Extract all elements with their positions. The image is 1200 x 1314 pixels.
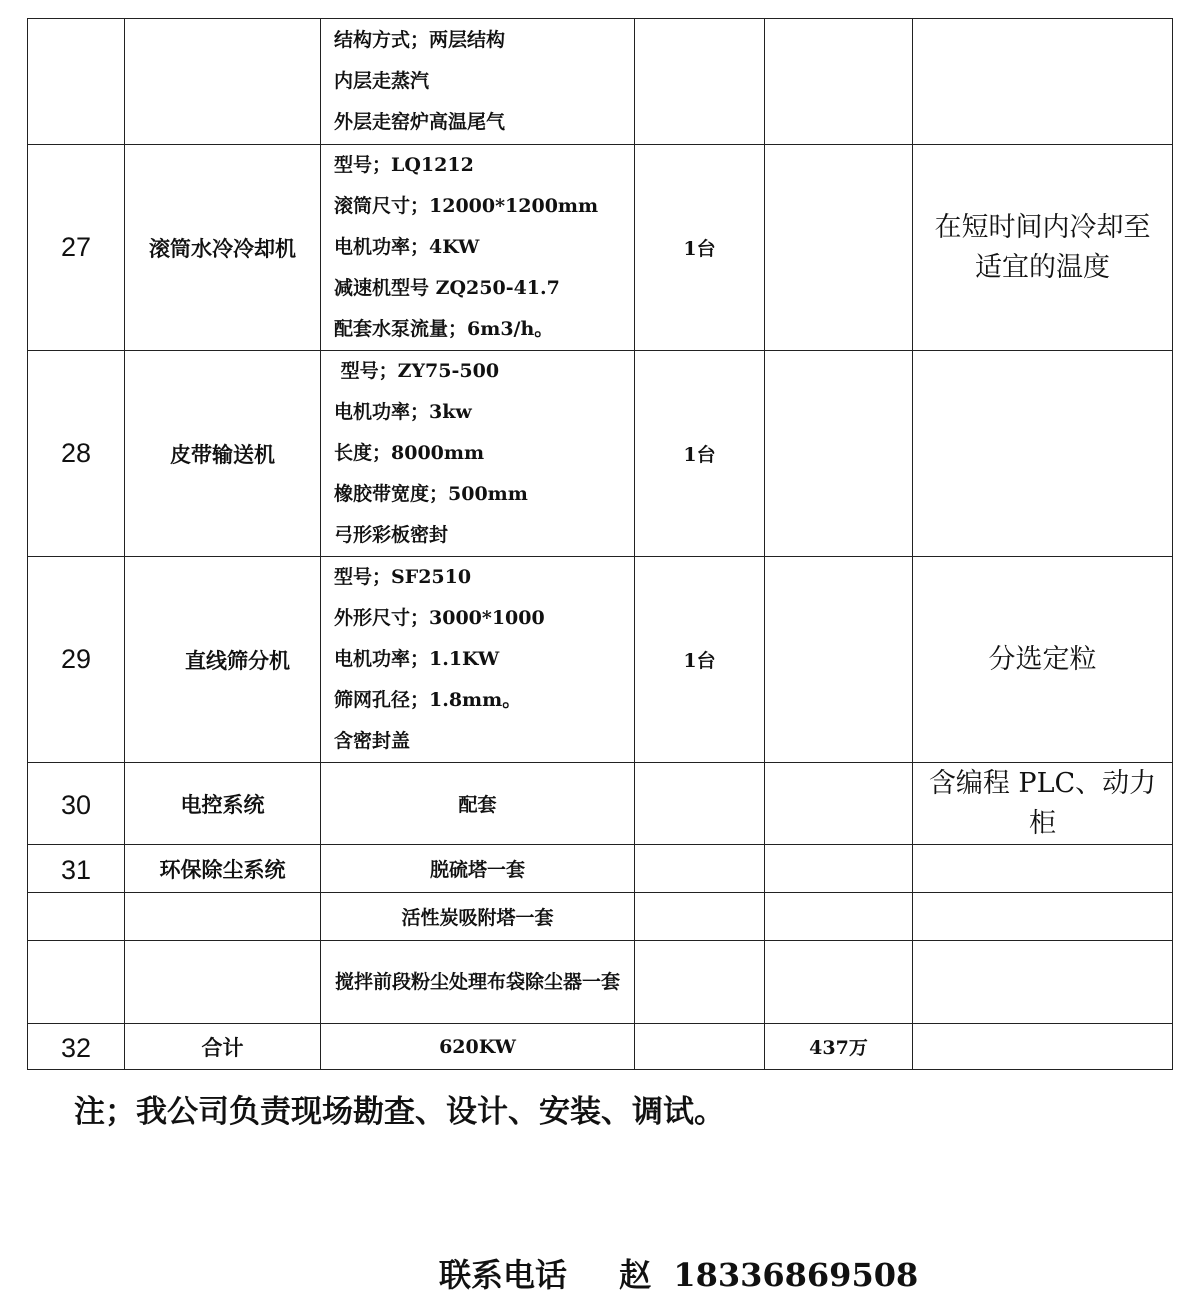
contact-phone: 18336869508 [673,1256,919,1294]
price [765,763,913,845]
price [765,941,913,1024]
table-row [28,19,1173,145]
price [765,557,913,763]
row-number: 27 [28,145,125,351]
equipment-name: 合计 [125,1024,321,1070]
remark: 分选定粒 [913,557,1173,763]
spec-cell: 搅拌前段粉尘处理布袋除尘器一套 [321,941,635,1024]
spec-line: 结构方式；两层结构 [334,29,506,51]
spec-line: 电机功率；4KW [334,236,480,258]
spec-line: 型号；ZY75-500 [334,360,500,382]
spec-line: 型号；SF2510 [334,566,472,588]
quantity [635,763,765,845]
quantity [635,845,765,893]
remark: 在短时间内冷却至适宜的温度 [913,145,1173,351]
price [765,893,913,941]
table-row [28,845,1173,893]
table-row [28,893,1173,941]
spec-line: 内层走蒸汽 [334,70,430,92]
quantity: 1台 [635,145,765,351]
remark [913,1024,1173,1070]
contact-line [439,1250,918,1296]
remark [913,351,1173,557]
row-number [28,893,125,941]
quantity [635,941,765,1024]
quantity [635,19,765,145]
remark [913,845,1173,893]
spec-line: 电机功率；3kw [334,401,472,423]
quantity [635,1024,765,1070]
equipment-name: 皮带输送机 [125,351,321,557]
table-row [28,145,1173,351]
spec-line: 长度；8000mm [334,442,485,464]
quantity [635,893,765,941]
footnote: 注；我公司负责现场勘查、设计、安装、调试。 [74,1094,725,1130]
spec-line: 橡胶带宽度；500mm [334,483,528,505]
equipment-name [125,893,321,941]
table-row [28,763,1173,845]
price [765,19,913,145]
remark [913,893,1173,941]
equipment-name: 电控系统 [125,763,321,845]
spec-line: 配套水泵流量；6m3/h。 [334,318,554,340]
row-number: 32 [28,1024,125,1070]
spec-cell [321,145,635,351]
spec-cell: 活性炭吸附塔一套 [321,893,635,941]
spec-cell [321,557,635,763]
equipment-name [125,19,321,145]
spec-line: 滚筒尺寸；12000*1200mm [334,195,599,217]
spec-line: 筛网孔径；1.8mm。 [334,689,522,711]
spec-line: 含密封盖 [334,730,411,752]
remark: 含编程 PLC、动力柜 [913,763,1173,845]
table-row [28,351,1173,557]
equipment-table [27,18,1173,1070]
row-number: 29 [28,557,125,763]
spec-line: 弓形彩板密封 [334,524,449,546]
total-price: 437万 [765,1024,913,1070]
row-number: 31 [28,845,125,893]
price [765,845,913,893]
price [765,145,913,351]
row-number [28,941,125,1024]
quantity: 1台 [635,557,765,763]
equipment-name: 环保除尘系统 [125,845,321,893]
contact-person: 赵 [619,1256,652,1294]
table-row [28,941,1173,1024]
spec-cell: 配套 [321,763,635,845]
spec-line: 外形尺寸；3000*1000 [334,607,545,629]
contact-label: 联系电话 [439,1256,568,1294]
spec-cell [321,351,635,557]
remark [913,19,1173,145]
row-number [28,19,125,145]
spec-line: 电机功率；1.1KW [334,648,500,670]
spec-line: 型号；LQ1212 [334,154,474,176]
spec-cell: 脱硫塔一套 [321,845,635,893]
spec-cell: 620KW [321,1024,635,1070]
table-row [28,557,1173,763]
table-row [28,1024,1173,1070]
price [765,351,913,557]
spec-line: 减速机型号 ZQ250-41.7 [334,277,560,299]
remark [913,941,1173,1024]
row-number: 28 [28,351,125,557]
equipment-name [125,941,321,1024]
spec-line: 外层走窑炉高温尾气 [334,111,506,133]
quantity: 1台 [635,351,765,557]
equipment-name: 滚筒水冷冷却机 [125,145,321,351]
equipment-name: 直线筛分机 [125,557,321,763]
spec-cell [321,19,635,145]
row-number: 30 [28,763,125,845]
